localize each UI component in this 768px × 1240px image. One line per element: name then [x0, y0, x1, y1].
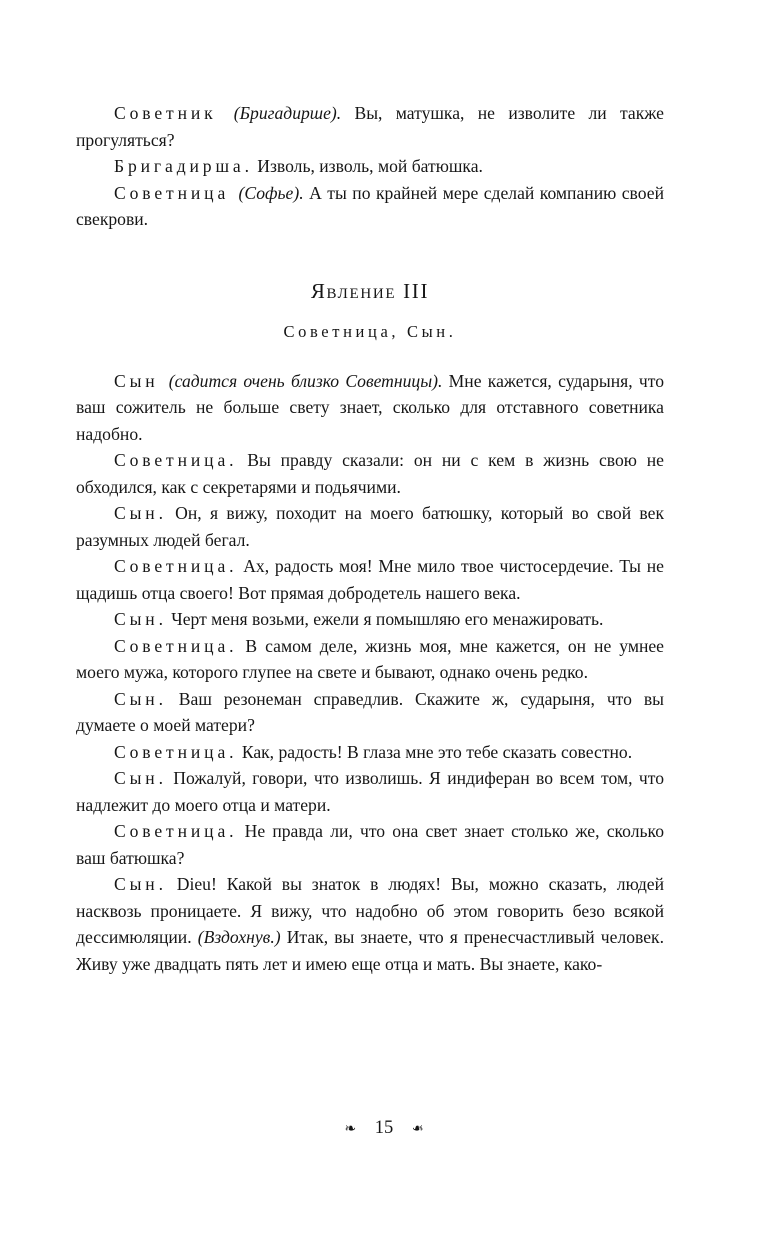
stage-direction: (садится очень близко Советницы). — [168, 370, 443, 391]
paragraph — [76, 447, 664, 500]
dialogue-text: Пожалуй, говори, что изволишь. Я индиферан во всем том, что надлежит до моего отца и матери. — [76, 768, 664, 815]
dialogue-text: Черт меня возьми, ежели я помышляю его менажировать. — [166, 609, 604, 629]
paragraph — [76, 818, 664, 871]
dialogue-text: Вы правду сказали: он ни с кем в жизнь свою не обходился, как с секретарями и подьячими. — [76, 450, 664, 497]
paragraph — [76, 153, 664, 180]
dialogue-text: Ваш резонеман справедлив. Скажите ж, сударыня, что вы думаете о моей матери? — [76, 688, 664, 735]
paragraph — [76, 500, 664, 553]
paragraph — [76, 100, 664, 153]
scene-heading: Явление III — [310, 278, 430, 303]
speaker-name: Советница. — [114, 741, 238, 762]
speaker-name: Советница. — [114, 821, 238, 841]
paragraph — [76, 686, 664, 739]
dialogue-text: Вы, матушка, не изволите ли также прогуляться? — [76, 103, 664, 150]
speaker-name: Сын. — [114, 503, 167, 523]
page-number: 15 — [374, 1118, 394, 1138]
stage-direction: (Софье). — [238, 182, 304, 203]
dialogue-text: Как, радость! В глаза мне это тебе сказать совестно. — [237, 741, 633, 762]
dialogue-text: Изволь, изволь, мой батюшка. — [252, 156, 483, 176]
paragraph — [76, 368, 664, 448]
dialogue-text: Не правда ли, что она свет знает столько же, сколько ваш батюшка? — [76, 821, 664, 868]
speaker-name: Сын. — [114, 768, 167, 788]
speaker-name: Сын. — [114, 874, 167, 894]
speaker-name: Сын — [114, 370, 169, 391]
stage-direction: (Вздохнув.) — [197, 927, 281, 947]
dialogue-text: Ах, радость моя! Мне мило твое чистосердечие. Ты не щадишь отца своего! Вот прямая добродетель нашего века. — [76, 556, 664, 603]
speaker-name: Советница. — [114, 556, 238, 576]
speaker-name: Советница. — [114, 635, 238, 656]
paragraph — [76, 180, 664, 233]
dialogue-text: Итак, вы знаете, что я пренесчастливый человек. Живу уже двадцать пять лет и имею еще отца и мать. Вы знаете, како- — [76, 927, 664, 974]
speaker-name: Бригадирша. — [114, 156, 253, 176]
fleuron-left-icon: ❧ — [344, 1120, 357, 1137]
paragraph — [76, 553, 664, 606]
dialogue-text: Он, я вижу, походит на моего батюшку, который во свой век разумных людей бегал. — [76, 503, 664, 550]
speaker-name: Сын. — [114, 688, 167, 709]
paragraph — [76, 633, 664, 686]
dialogue-text: Мне кажется, сударыня, что ваш сожитель не больше свету знает, сколько для отставного советника надобно. — [76, 370, 665, 444]
stage-direction: (Бригадирше). — [233, 103, 342, 123]
dialogue-text: А ты по крайней мере сделай компанию своей свекрови. — [76, 182, 664, 229]
dialogue-main-block — [76, 368, 664, 978]
speaker-name: Сын. — [114, 609, 167, 629]
paragraph — [76, 606, 664, 633]
speaker-name: Советник — [114, 103, 234, 123]
speaker-name: Советница. — [114, 450, 238, 470]
dialogue-top-block — [76, 100, 664, 233]
paragraph — [76, 739, 664, 766]
dialogue-text: Dieu! Какой вы знаток в людях! Вы, можно сказать, людей насквозь проницаете. Я вижу, что надобно об этом говорить безо всякой дессимюляции. — [76, 874, 664, 947]
paragraph — [76, 765, 664, 818]
dialogue-text: В самом деле, жизнь моя, мне кажется, он не умнее моего мужа, которого глупее на свете и бывают, однако очень редко. — [76, 635, 664, 682]
paragraph — [76, 871, 664, 977]
cast-line: Советница, Сын. — [283, 321, 457, 341]
fleuron-right-icon: ❧ — [411, 1120, 424, 1137]
speaker-name: Советница — [114, 182, 239, 203]
page-footer — [0, 1118, 768, 1139]
